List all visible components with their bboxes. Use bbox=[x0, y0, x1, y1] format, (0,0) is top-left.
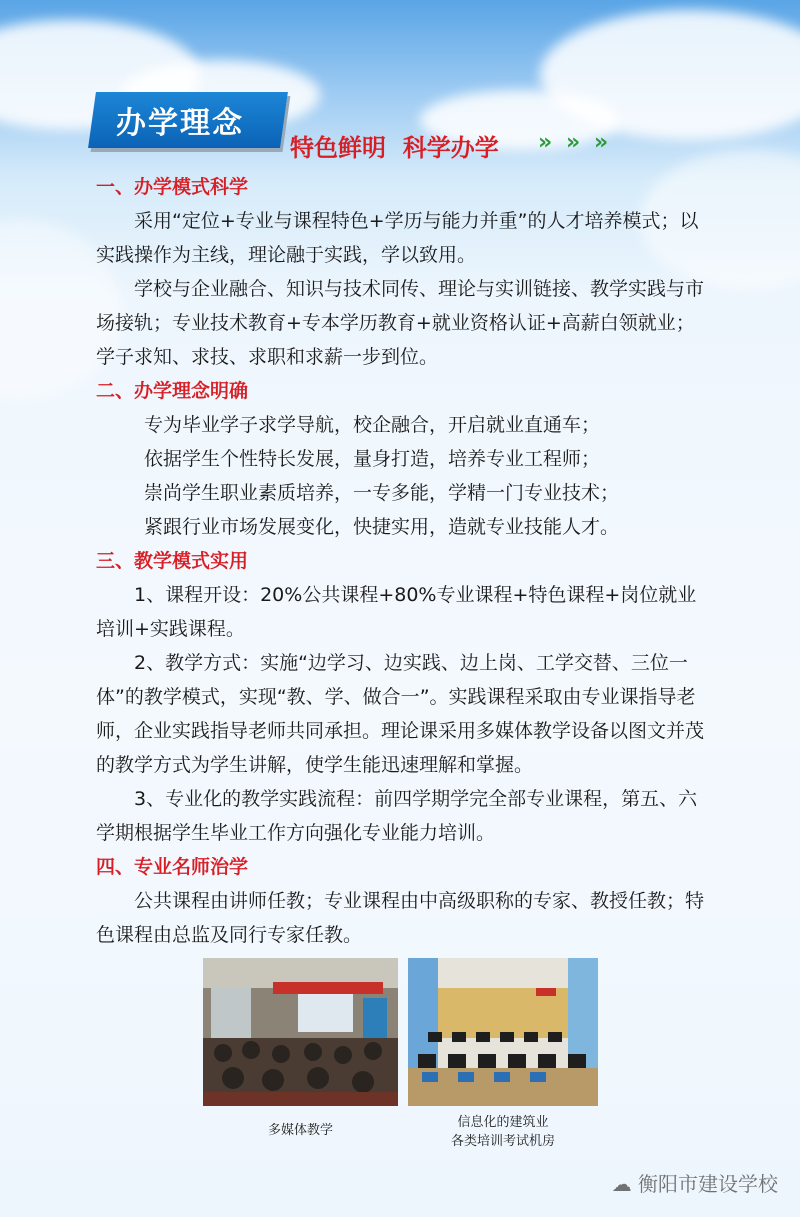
chevron-right-icon: » bbox=[594, 130, 609, 155]
main-content bbox=[96, 170, 710, 952]
photo-caption: 信息化的建筑业 bbox=[457, 1115, 549, 1130]
watermark bbox=[612, 1168, 778, 1197]
computer-lab-photo bbox=[408, 958, 598, 1106]
section-heading: 四、专业名师治学 bbox=[96, 856, 249, 878]
section-paragraph: 公共课程由讲师任教；专业课程由中高级职称的专家、教授任教；特色课程由总监及同行专家任教。 bbox=[96, 890, 705, 946]
section-line: 崇尚学生职业素质培养，一专多能，学精一门专业技术； bbox=[144, 482, 620, 504]
tagline: 特色鲜明 科学办学 bbox=[290, 134, 499, 162]
computer-lab-illustration bbox=[408, 958, 598, 1106]
classroom-illustration bbox=[203, 958, 398, 1106]
watermark-text: 衡阳市建设学校 bbox=[638, 1172, 778, 1196]
section-line: 紧跟行业市场发展变化，快捷实用，造就专业技能人才。 bbox=[144, 516, 620, 538]
section-line: 依据学生个性特长发展，量身打造，培养专业工程师； bbox=[144, 448, 601, 470]
classroom-photo bbox=[203, 958, 398, 1106]
section-paragraph: 采用“定位+专业与课程特色+学历与能力并重”的人才培养模式；以实践操作为主线，理论融于实践，学以致用。 bbox=[96, 210, 699, 266]
photo-caption: 多媒体教学 bbox=[267, 1123, 333, 1138]
photo-caption: 各类培训考试机房 bbox=[450, 1134, 555, 1149]
section-heading: 二、办学理念明确 bbox=[96, 380, 249, 402]
chevron-right-icon: » bbox=[566, 130, 581, 155]
wechat-icon: ☁ bbox=[611, 1172, 632, 1196]
section-paragraph: 3、专业化的教学实践流程：前四学期学完全部专业课程，第五、六学期根据学生毕业工作方向强化专业能力培训。 bbox=[96, 788, 698, 844]
section-paragraph: 2、教学方式：实施“边学习、边实践、边上岗、工学交替、三位一体”的教学模式，实现“教、学、做合一”。实践课程采取由专业课指导老师，企业实践指导老师共同承担。理论课采用多媒体教学设备以图文并茂的教学方式为学生讲解，使学生能迅速理解和掌握。 bbox=[96, 652, 705, 776]
section-paragraph: 学校与企业融合、知识与技术同传、理论与实训链接、教学实践与市场接轨；专业技术教育+专本学历教育+就业资格认证+高薪白领就业；学子求知、求技、求职和求薪一步到位。 bbox=[96, 278, 705, 368]
section-heading: 三、教学模式实用 bbox=[96, 550, 249, 572]
section-line: 专为毕业学子求学导航，校企融合，开启就业直通车； bbox=[144, 414, 601, 436]
section-heading: 一、办学模式科学 bbox=[96, 176, 249, 198]
chevron-right-icon: » bbox=[538, 130, 553, 155]
section-paragraph: 1、课程开设：20%公共课程+80%专业课程+特色课程+岗位就业培训+实践课程。 bbox=[96, 584, 697, 640]
page-title: 办学理念 bbox=[116, 106, 244, 141]
